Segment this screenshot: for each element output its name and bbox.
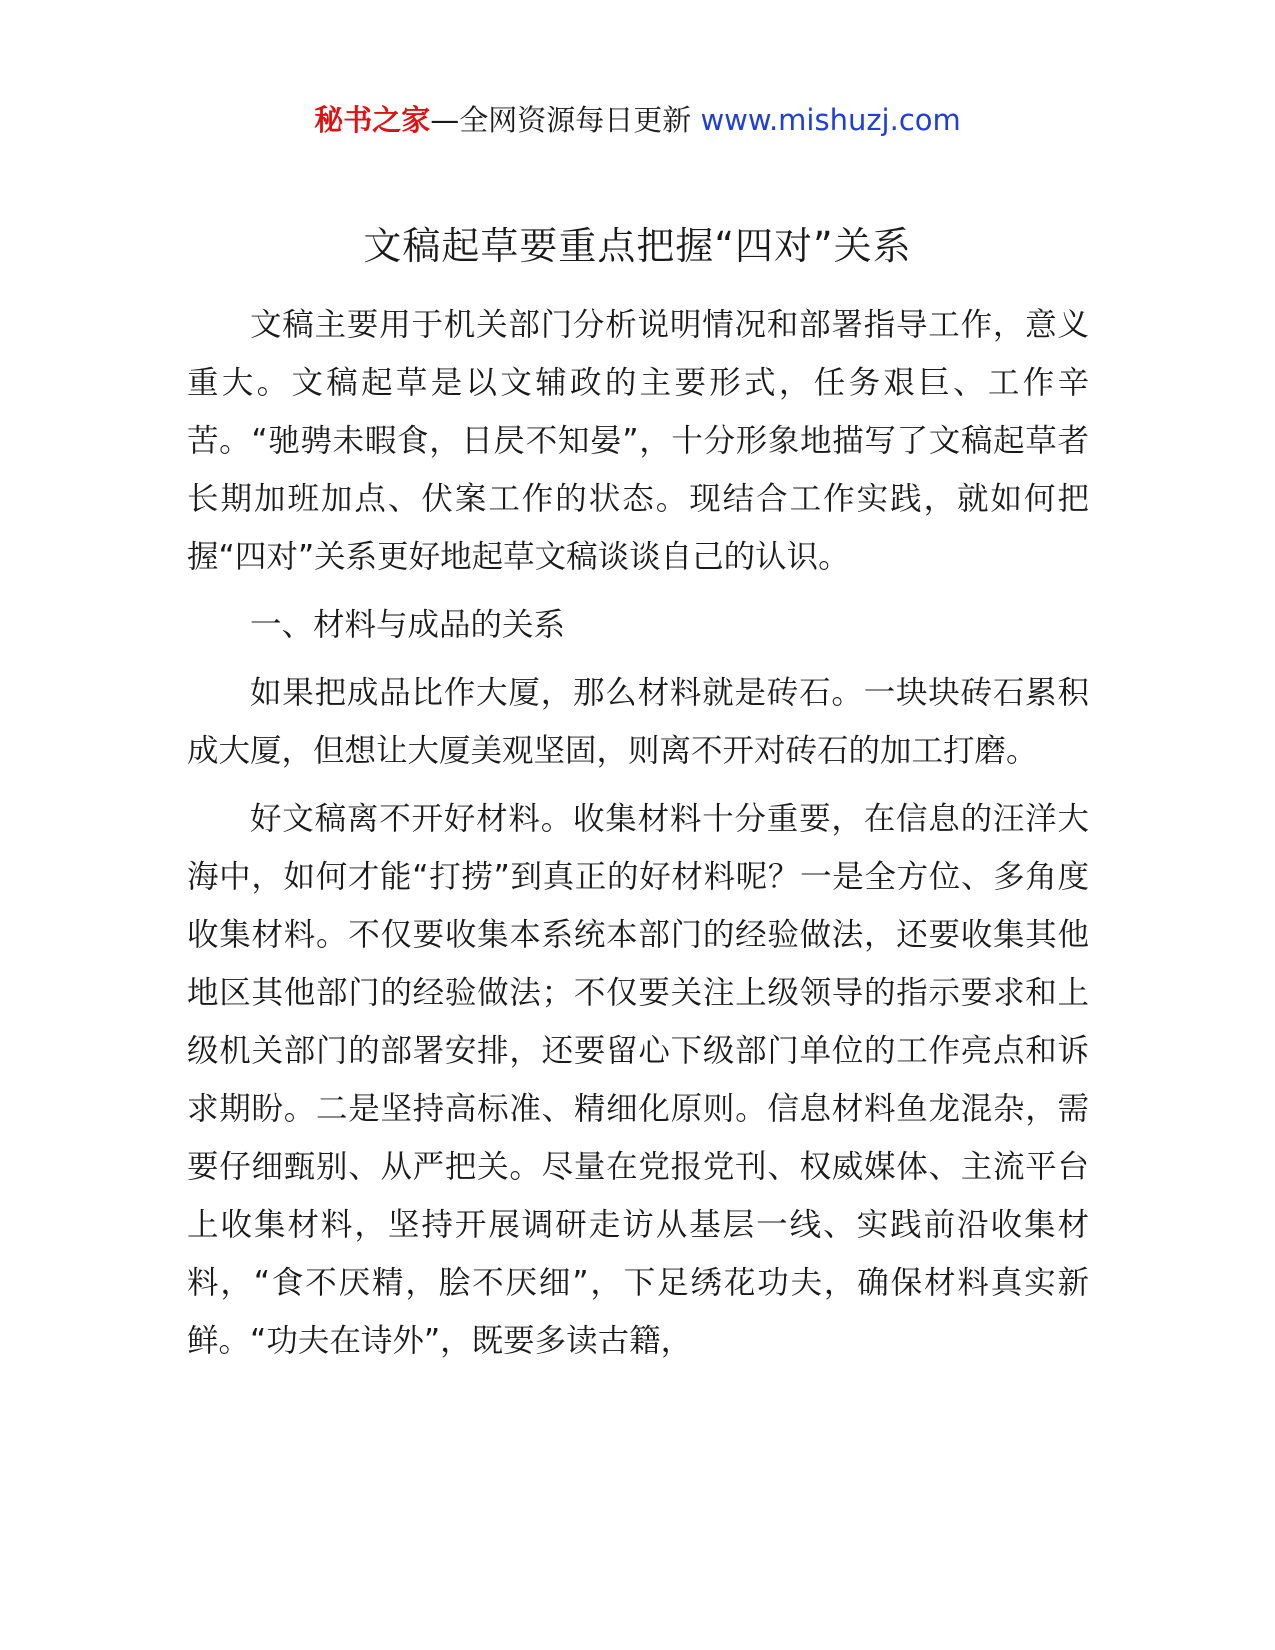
document-title: 文稿起草要重点把握“四对”关系 bbox=[363, 224, 912, 268]
header-tagline: —全网资源每日更新 bbox=[430, 103, 692, 137]
site-url-link[interactable]: www.mishuzj.com bbox=[700, 103, 961, 137]
site-header bbox=[0, 100, 1275, 140]
document-body bbox=[187, 296, 1089, 1370]
paragraph-analogy: 如果把成品比作大厦，那么材料就是砖石。一块块砖石累积成大厦，但想让大厦美观坚固，则离不开对砖石的加工打磨。 bbox=[187, 675, 1089, 769]
section-heading: 一、材料与成品的关系 bbox=[250, 607, 566, 643]
paragraph-materials: 好文稿离不开好材料。收集材料十分重要，在信息的汪洋大海中，如何才能“打捞”到真正的好材料呢？一是全方位、多角度收集材料。不仅要收集本系统本部门的经验做法，还要收集其他地区其他部门的经验做法；不仅要关注上级领导的指示要求和上级机关部门的部署安排，还要留心下级部门单位的工作亮点和诉求期盼。二是坚持高标准、精细化原则。信息材料鱼龙混杂，需要仔细甄别、从严把关。尽量在党报党刊、权威媒体、主流平台上收集材料，坚持开展调研走访从基层一线、实践前沿收集材料，“食不厌精，脍不厌细”，下足绣花功夫，确保材料真实新鲜。“功夫在诗外”，既要多读古籍， bbox=[187, 801, 1089, 1359]
paragraph-intro: 文稿主要用于机关部门分析说明情况和部署指导工作，意义重大。文稿起草是以文辅政的主要形式，任务艰巨、工作辛苦。“驰骋未暇食，日昃不知晏”，十分形象地描写了文稿起草者长期加班加点、伏案工作的状态。现结合工作实践，就如何把握“四对”关系更好地起草文稿谈谈自己的认识。 bbox=[187, 307, 1089, 575]
brand-name: 秘书之家 bbox=[314, 103, 431, 137]
